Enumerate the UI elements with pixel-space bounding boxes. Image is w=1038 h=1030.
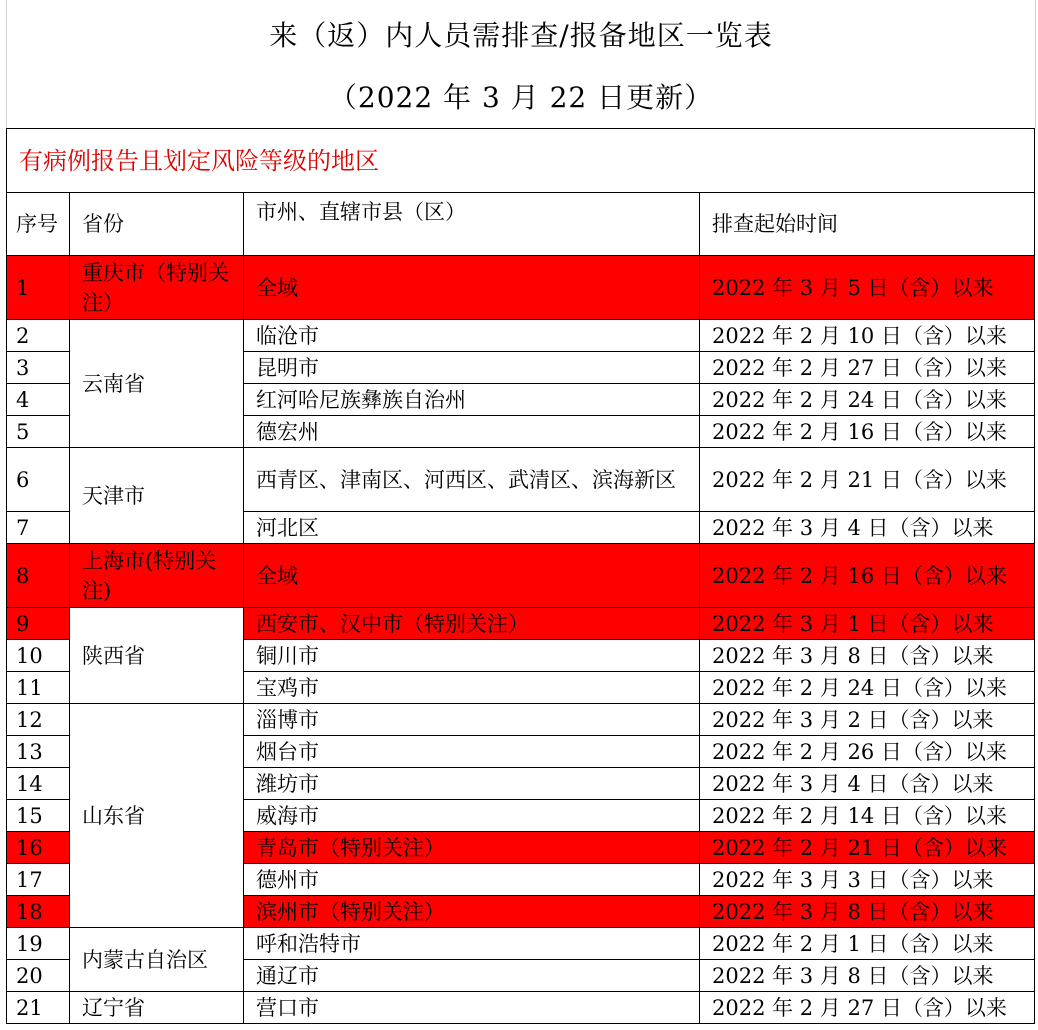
row-seq: 6 (7, 448, 70, 512)
row-start: 2022 年 3 月 8 日（含）以来 (700, 896, 1035, 928)
table-row (7, 448, 1035, 512)
header-row (7, 193, 1035, 256)
province-cell: 山东省 (70, 704, 244, 928)
row-start: 2022 年 2 月 26 日（含）以来 (700, 736, 1035, 768)
row-start: 2022 年 2 月 27 日（含）以来 (700, 352, 1035, 384)
province-cell: 重庆市（特别关注） (70, 256, 244, 320)
row-start: 2022 年 2 月 21 日（含）以来 (700, 448, 1035, 512)
row-start: 2022 年 3 月 2 日（含）以来 (700, 704, 1035, 736)
row-seq: 16 (7, 832, 70, 864)
table-row (7, 704, 1035, 736)
row-city: 烟台市 (244, 736, 700, 768)
table-row (7, 320, 1035, 352)
title-area (6, 0, 1036, 128)
row-city: 德宏州 (244, 416, 700, 448)
row-start: 2022 年 2 月 16 日（含）以来 (700, 544, 1035, 608)
row-seq: 9 (7, 608, 70, 640)
row-city: 全域 (244, 544, 700, 608)
row-city: 呼和浩特市 (244, 928, 700, 960)
province-cell: 陕西省 (70, 608, 244, 704)
header-seq: 序号 (7, 193, 70, 256)
province-cell: 上海市(特别关注) (70, 544, 244, 608)
row-city: 全域 (244, 256, 700, 320)
page-subtitle: （2022 年 3 月 22 日更新） (328, 81, 714, 114)
row-start: 2022 年 2 月 16 日（含）以来 (700, 416, 1035, 448)
table-row (7, 928, 1035, 960)
row-city: 河北区 (244, 512, 700, 544)
row-seq: 12 (7, 704, 70, 736)
province-cell: 天津市 (70, 448, 244, 544)
row-seq: 1 (7, 256, 70, 320)
row-seq: 19 (7, 928, 70, 960)
row-start: 2022 年 3 月 8 日（含）以来 (700, 640, 1035, 672)
row-start: 2022 年 3 月 4 日（含）以来 (700, 768, 1035, 800)
header-city: 市州、直辖市县（区） (244, 193, 700, 256)
row-city: 红河哈尼族彝族自治州 (244, 384, 700, 416)
row-seq: 2 (7, 320, 70, 352)
table-row (7, 544, 1035, 608)
row-start: 2022 年 3 月 4 日（含）以来 (700, 512, 1035, 544)
region-table (6, 128, 1035, 1024)
row-seq: 3 (7, 352, 70, 384)
table-row (7, 256, 1035, 320)
row-seq: 18 (7, 896, 70, 928)
table-row (7, 992, 1035, 1024)
row-start: 2022 年 2 月 24 日（含）以来 (700, 672, 1035, 704)
row-city: 昆明市 (244, 352, 700, 384)
row-start: 2022 年 2 月 24 日（含）以来 (700, 384, 1035, 416)
province-cell: 云南省 (70, 320, 244, 448)
row-city: 营口市 (244, 992, 700, 1024)
row-start: 2022 年 3 月 5 日（含）以来 (700, 256, 1035, 320)
row-seq: 15 (7, 800, 70, 832)
row-start: 2022 年 2 月 21 日（含）以来 (700, 832, 1035, 864)
row-seq: 17 (7, 864, 70, 896)
row-seq: 11 (7, 672, 70, 704)
row-city: 德州市 (244, 864, 700, 896)
table-row (7, 608, 1035, 640)
row-city: 威海市 (244, 800, 700, 832)
row-seq: 20 (7, 960, 70, 992)
row-start: 2022 年 3 月 8 日（含）以来 (700, 960, 1035, 992)
section-row (7, 129, 1035, 193)
row-start: 2022 年 3 月 3 日（含）以来 (700, 864, 1035, 896)
row-start: 2022 年 2 月 27 日（含）以来 (700, 992, 1035, 1024)
header-start: 排查起始时间 (700, 193, 1035, 256)
row-start: 2022 年 3 月 1 日（含）以来 (700, 608, 1035, 640)
row-city: 潍坊市 (244, 768, 700, 800)
row-city: 青岛市（特别关注） (244, 832, 700, 864)
header-province: 省份 (70, 193, 244, 256)
row-city: 淄博市 (244, 704, 700, 736)
row-seq: 14 (7, 768, 70, 800)
row-start: 2022 年 2 月 14 日（含）以来 (700, 800, 1035, 832)
page-title: 来（返）内人员需排查/报备地区一览表 (269, 19, 773, 52)
row-start: 2022 年 2 月 1 日（含）以来 (700, 928, 1035, 960)
row-seq: 7 (7, 512, 70, 544)
row-seq: 21 (7, 992, 70, 1024)
row-city: 铜川市 (244, 640, 700, 672)
row-start: 2022 年 2 月 10 日（含）以来 (700, 320, 1035, 352)
row-seq: 5 (7, 416, 70, 448)
row-city: 西安市、汉中市（特别关注） (244, 608, 700, 640)
row-city: 宝鸡市 (244, 672, 700, 704)
province-cell: 内蒙古自治区 (70, 928, 244, 992)
province-cell: 辽宁省 (70, 992, 244, 1024)
row-seq: 4 (7, 384, 70, 416)
row-seq: 10 (7, 640, 70, 672)
row-city: 西青区、津南区、河西区、武清区、滨海新区 (244, 448, 700, 512)
row-city: 滨州市（特别关注） (244, 896, 700, 928)
row-seq: 8 (7, 544, 70, 608)
row-city: 临沧市 (244, 320, 700, 352)
row-city: 通辽市 (244, 960, 700, 992)
row-seq: 13 (7, 736, 70, 768)
section-title: 有病例报告且划定风险等级的地区 (7, 129, 1035, 193)
